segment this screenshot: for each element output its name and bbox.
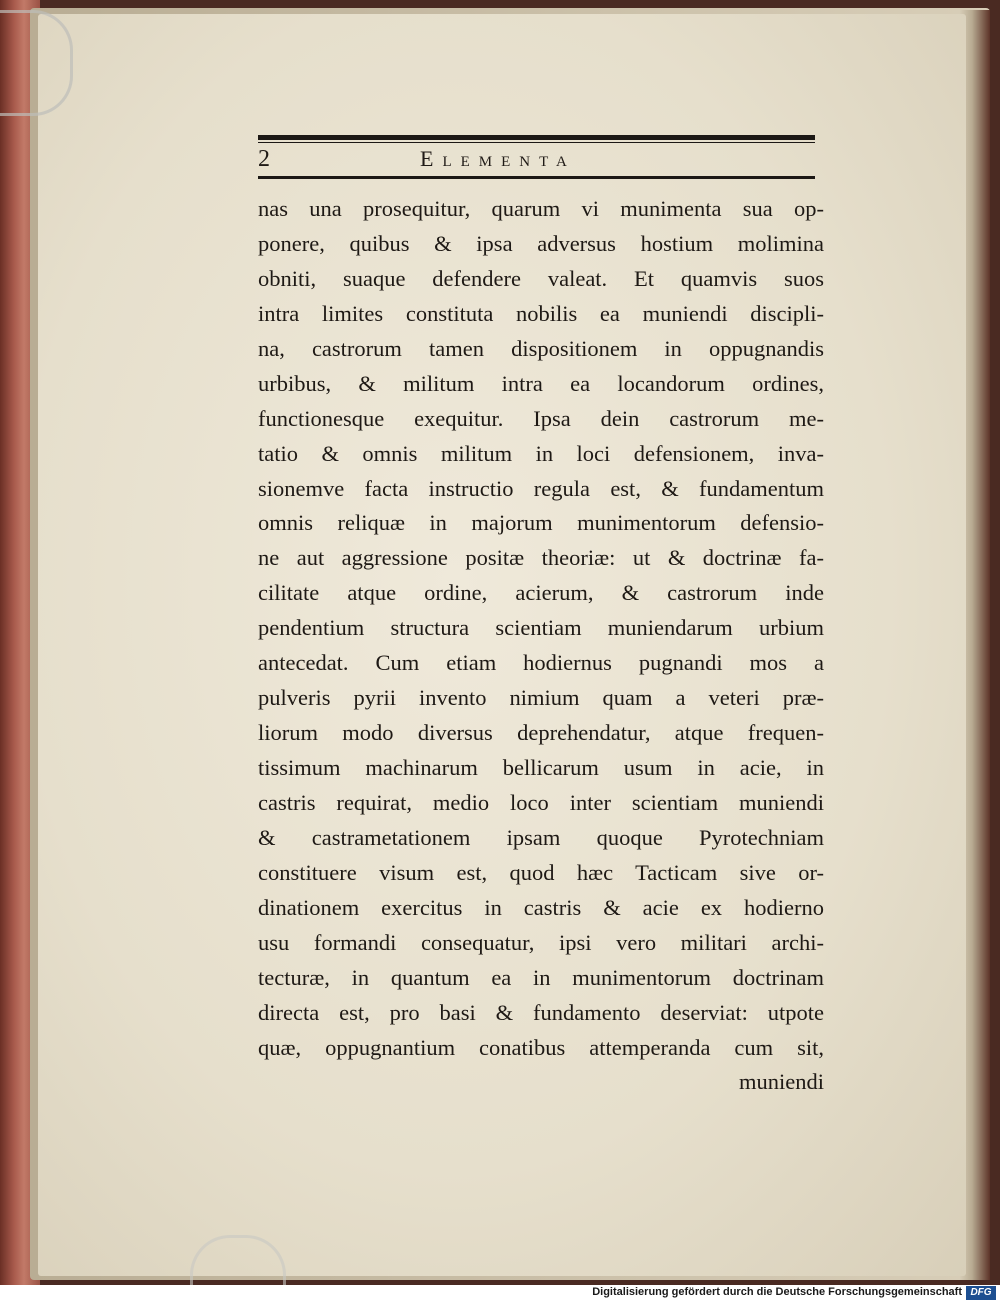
text-line: dinationem exercitus in castris & acie ex hodierno	[258, 894, 824, 920]
footer-bar	[0, 1285, 1000, 1303]
text-line: tissimum machinarum bellicarum usum in acie, in	[258, 755, 824, 780]
header-rule-top	[258, 135, 815, 140]
page-number: 2	[258, 146, 270, 172]
text-line: & castrametationem ipsam quoque Pyrotechniam	[258, 824, 824, 850]
catchword: muniendi	[739, 1069, 824, 1095]
text-line: antecedat. Cum etiam hodiernus pugnandi mos a	[258, 650, 824, 676]
text-line: functionesque exequitur. Ipsa dein castrorum me-	[258, 405, 824, 431]
text-line: pulveris pyrii invento nimium quam a veteri præ-	[258, 685, 824, 711]
text-line: obniti, suaque defendere valeat. Et quamvis suos	[258, 265, 824, 291]
text-line: sionemve facta instructio regula est, & fundamentum	[258, 475, 824, 501]
text-line: tecturæ, in quantum ea in munimentorum doctrinam	[258, 964, 824, 990]
text-line: na, castrorum tamen dispositionem in oppugnandis	[258, 335, 824, 361]
text-line: usu formandi consequatur, ipsi vero militari archi-	[258, 929, 824, 955]
dfg-logo-icon: DFG	[966, 1286, 996, 1300]
text-line: intra limites constituta nobilis ea muniendi discipli-	[258, 300, 824, 326]
text-line: quæ, oppugnantium conatibus attemperanda cum sit,	[258, 1034, 824, 1060]
running-head: Elementa	[420, 146, 576, 171]
text-line: nas una prosequitur, quarum vi munimenta sua op-	[258, 196, 824, 221]
text-line: directa est, pro basi & fundamento deserviat: utpote	[258, 999, 824, 1025]
text-line: pendentium structura scientiam muniendarum urbium	[258, 615, 824, 641]
page-clip-top	[0, 10, 73, 116]
text-line: tatio & omnis militum in loci defensionem, inva-	[258, 440, 824, 466]
text-line: ne aut aggressione positæ theoriæ: ut & doctrinæ fa-	[258, 545, 824, 571]
text-line: omnis reliquæ in majorum munimentorum defensio-	[258, 510, 824, 536]
text-line: urbibus, & militum intra ea locandorum ordines,	[258, 370, 824, 396]
text-line: castris requirat, medio loco inter scientiam muniendi	[258, 789, 824, 815]
text-line: liorum modo diversus deprehendatur, atque frequen-	[258, 720, 824, 746]
body-text	[258, 192, 824, 1100]
header-rule-bottom	[258, 176, 815, 179]
text-line: constituere visum est, quod hæc Tacticam sive or-	[258, 859, 824, 885]
text-line: ponere, quibus & ipsa adversus hostium molimina	[258, 230, 824, 256]
funding-credit: Digitalisierung gefördert durch die Deutsche Forschungsgemeinschaft	[592, 1286, 962, 1298]
text-line: cilitate atque ordine, acierum, & castrorum inde	[258, 580, 824, 606]
header-rule-top-thin	[258, 142, 815, 143]
